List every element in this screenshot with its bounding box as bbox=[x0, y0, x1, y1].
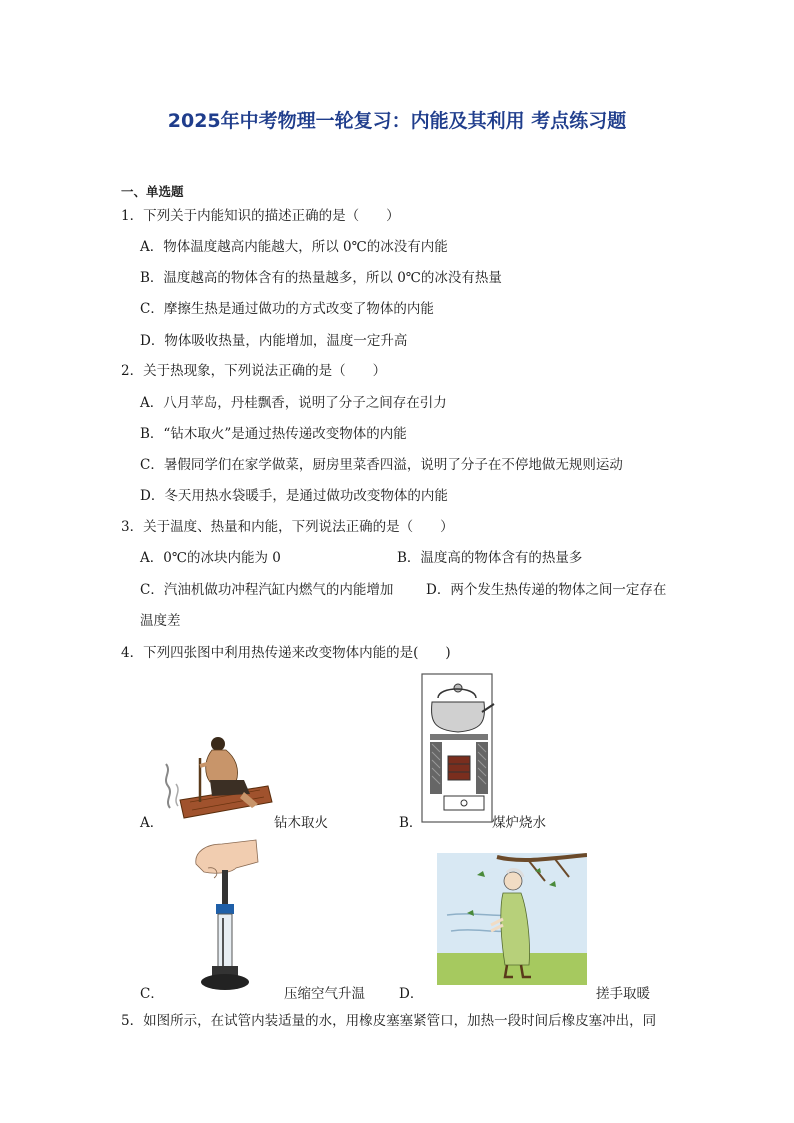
q3-stem: 3．关于温度、热量和内能，下列说法正确的是（ ） bbox=[121, 519, 454, 535]
q2-option-c: C．暑假同学们在家学做菜，厨房里菜香四溢，说明了分子在不停地做无规则运动 bbox=[140, 457, 623, 473]
page-title: 2025年中考物理一轮复习：内能及其利用 考点练习题 bbox=[167, 110, 627, 132]
q3-option-a: A．0℃的冰块内能为 0 bbox=[140, 550, 281, 566]
q4-option-c-caption: 压缩空气升温 bbox=[284, 986, 365, 1002]
q1-option-d: D．物体吸收热量，内能增加，温度一定升高 bbox=[140, 333, 408, 349]
q4-option-d-caption: 搓手取暖 bbox=[596, 986, 650, 1002]
q4-option-c-letter: C． bbox=[140, 986, 164, 1002]
q2-stem: 2．关于热现象，下列说法正确的是（ ） bbox=[121, 363, 387, 379]
figure-drilling-wood-fire bbox=[160, 730, 275, 825]
q3-option-d: D．两个发生热传递的物体之间一定存在 bbox=[426, 582, 667, 598]
figure-coal-stove-kettle bbox=[420, 672, 498, 826]
q4-option-a-caption: 钻木取火 bbox=[274, 815, 328, 831]
q3-option-c: C．汽油机做功冲程汽缸内燃气的内能增加 bbox=[140, 582, 394, 598]
q4-option-d-letter: D． bbox=[399, 986, 424, 1002]
q3-option-b: B．温度高的物体含有的热量多 bbox=[397, 550, 583, 566]
q2-option-a: A．八月苹岛，丹桂飘香，说明了分子之间存在引力 bbox=[140, 395, 447, 411]
q3-option-d-continued: 温度差 bbox=[140, 613, 181, 629]
q4-option-a-letter: A． bbox=[140, 815, 164, 831]
section-heading: 一、单选题 bbox=[121, 184, 184, 199]
q1-option-a: A．物体温度越高内能越大，所以 0℃的冰没有内能 bbox=[140, 239, 448, 255]
q2-option-b: B．“钻木取火”是通过热传递改变物体的内能 bbox=[140, 426, 407, 442]
q1-option-c: C．摩擦生热是通过做功的方式改变了物体的内能 bbox=[140, 301, 434, 317]
q2-option-d: D．冬天用热水袋暖手，是通过做功改变物体的内能 bbox=[140, 488, 448, 504]
q4-option-b-letter: B． bbox=[399, 815, 423, 831]
q4-option-b-caption: 煤炉烧水 bbox=[492, 815, 546, 831]
figure-rubbing-hands-warm bbox=[437, 853, 587, 985]
q1-stem: 1．下列关于内能知识的描述正确的是（ ） bbox=[121, 208, 400, 224]
q5-stem: 5．如图所示，在试管内装适量的水，用橡皮塞塞紧管口，加热一段时间后橡皮塞冲出，同 bbox=[121, 1013, 657, 1029]
figure-air-compression-pump bbox=[190, 838, 260, 998]
q4-stem: 4．下列四张图中利用热传递来改变物体内能的是( ) bbox=[121, 645, 451, 661]
q1-option-b: B．温度越高的物体含有的热量越多，所以 0℃的冰没有热量 bbox=[140, 270, 502, 286]
